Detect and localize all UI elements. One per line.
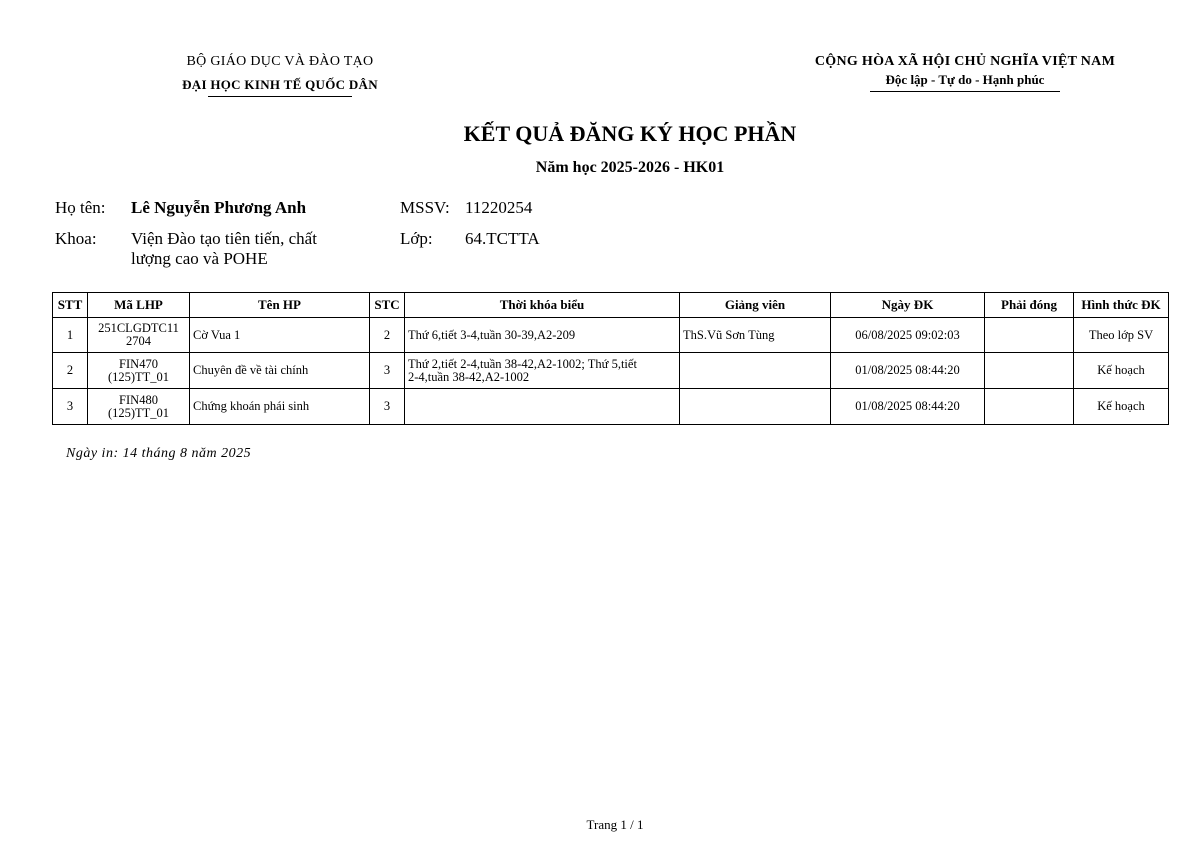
schedule-line2: 2-4,tuần 38-42,A2-1002 bbox=[408, 369, 530, 384]
cell-fee bbox=[985, 318, 1074, 353]
document-subtitle: Năm học 2025-2026 - HK01 bbox=[535, 159, 725, 176]
col-header-reg-date: Ngày ĐK bbox=[831, 293, 985, 318]
class-code-line2: 2704 bbox=[126, 334, 151, 348]
table-row bbox=[53, 389, 1169, 425]
student-name: Lê Nguyễn Phương Anh bbox=[131, 198, 307, 217]
class-value: 64.TCTTA bbox=[465, 229, 540, 248]
nation-name: CỘNG HÒA XÃ HỘI CHỦ NGHĨA VIỆT NAM bbox=[814, 54, 1116, 69]
registration-table bbox=[52, 292, 1169, 425]
document-title: KẾT QUẢ ĐĂNG KÝ HỌC PHẦN bbox=[463, 121, 797, 146]
cell-reg-date: 01/08/2025 08:44:20 bbox=[831, 389, 985, 425]
col-header-fee: Phải đóng bbox=[985, 293, 1074, 318]
cell-schedule bbox=[405, 353, 680, 389]
faculty-line1: Viện Đào tạo tiên tiến, chất bbox=[131, 229, 317, 248]
cell-schedule bbox=[405, 389, 680, 425]
class-code-line1: FIN470 bbox=[119, 356, 158, 371]
class-label: Lớp: bbox=[400, 229, 433, 248]
page-number: Trang 1 / 1 bbox=[586, 817, 644, 832]
cell-lecturer: ThS.Vũ Sơn Tùng bbox=[680, 318, 831, 353]
cell-stt: 3 bbox=[53, 389, 88, 425]
cell-reg-date: 01/08/2025 08:44:20 bbox=[831, 353, 985, 389]
table-header-row bbox=[53, 293, 1169, 318]
table-row bbox=[53, 353, 1169, 389]
faculty-line2: lượng cao và POHE bbox=[131, 249, 268, 268]
cell-fee bbox=[985, 353, 1074, 389]
cell-lecturer bbox=[680, 353, 831, 389]
class-code-line1: FIN480 bbox=[119, 392, 158, 407]
header-nation-block bbox=[775, 54, 1155, 92]
class-code-line2: (125)TT_01 bbox=[107, 405, 170, 420]
schedule-line1: Thứ 6,tiết 3-4,tuần 30-39,A2-209 bbox=[408, 327, 576, 342]
cell-stt: 2 bbox=[53, 353, 88, 389]
col-header-schedule: Thời khóa biểu bbox=[405, 293, 680, 318]
ministry-name: BỘ GIÁO DỤC VÀ ĐÀO TẠO bbox=[186, 54, 374, 69]
cell-course-name: Chứng khoán phái sinh bbox=[190, 389, 370, 425]
cell-reg-mode: Kế hoạch bbox=[1074, 353, 1169, 389]
university-underline bbox=[208, 96, 352, 97]
cell-credits: 3 bbox=[370, 389, 405, 425]
student-id-label: MSSV: bbox=[400, 198, 450, 217]
print-date: Ngày in: 14 tháng 8 năm 2025 bbox=[66, 446, 252, 461]
faculty-label: Khoa: bbox=[55, 229, 97, 248]
cell-credits: 2 bbox=[370, 318, 405, 353]
col-header-stt: STT bbox=[53, 293, 88, 318]
cell-class-code bbox=[88, 389, 190, 425]
cell-course-name: Cờ Vua 1 bbox=[190, 318, 370, 353]
cell-credits: 3 bbox=[370, 353, 405, 389]
cell-course-name: Chuyên đề về tài chính bbox=[190, 353, 370, 389]
cell-class-code bbox=[88, 318, 190, 353]
cell-reg-mode: Kế hoạch bbox=[1074, 389, 1169, 425]
cell-stt: 1 bbox=[53, 318, 88, 353]
student-id: 11220254 bbox=[465, 198, 533, 217]
col-header-reg-mode: Hình thức ĐK bbox=[1074, 293, 1169, 318]
cell-lecturer bbox=[680, 389, 831, 425]
cell-reg-mode: Theo lớp SV bbox=[1074, 318, 1169, 353]
cell-class-code bbox=[88, 353, 190, 389]
col-header-course-name: Tên HP bbox=[190, 293, 370, 318]
col-header-credits: STC bbox=[370, 293, 405, 318]
nation-motto: Độc lập - Tự do - Hạnh phúc bbox=[885, 72, 1045, 87]
schedule-line1: Thứ 2,tiết 2-4,tuần 38-42,A2-1002; Thứ 5,tiết bbox=[408, 356, 637, 371]
cell-reg-date: 06/08/2025 09:02:03 bbox=[831, 318, 985, 353]
cell-fee bbox=[985, 389, 1074, 425]
class-code-line2: (125)TT_01 bbox=[107, 369, 170, 384]
cell-schedule bbox=[405, 318, 680, 353]
university-name: ĐẠI HỌC KINH TẾ QUỐC DÂN bbox=[182, 77, 378, 92]
header-ministry-block bbox=[130, 54, 430, 97]
motto-underline bbox=[870, 91, 1060, 92]
name-label: Họ tên: bbox=[55, 198, 106, 217]
col-header-class-code: Mã LHP bbox=[88, 293, 190, 318]
col-header-lecturer: Giảng viên bbox=[680, 293, 831, 318]
class-code-line1: 251CLGDTC11 bbox=[98, 321, 179, 335]
table-row bbox=[53, 318, 1169, 353]
